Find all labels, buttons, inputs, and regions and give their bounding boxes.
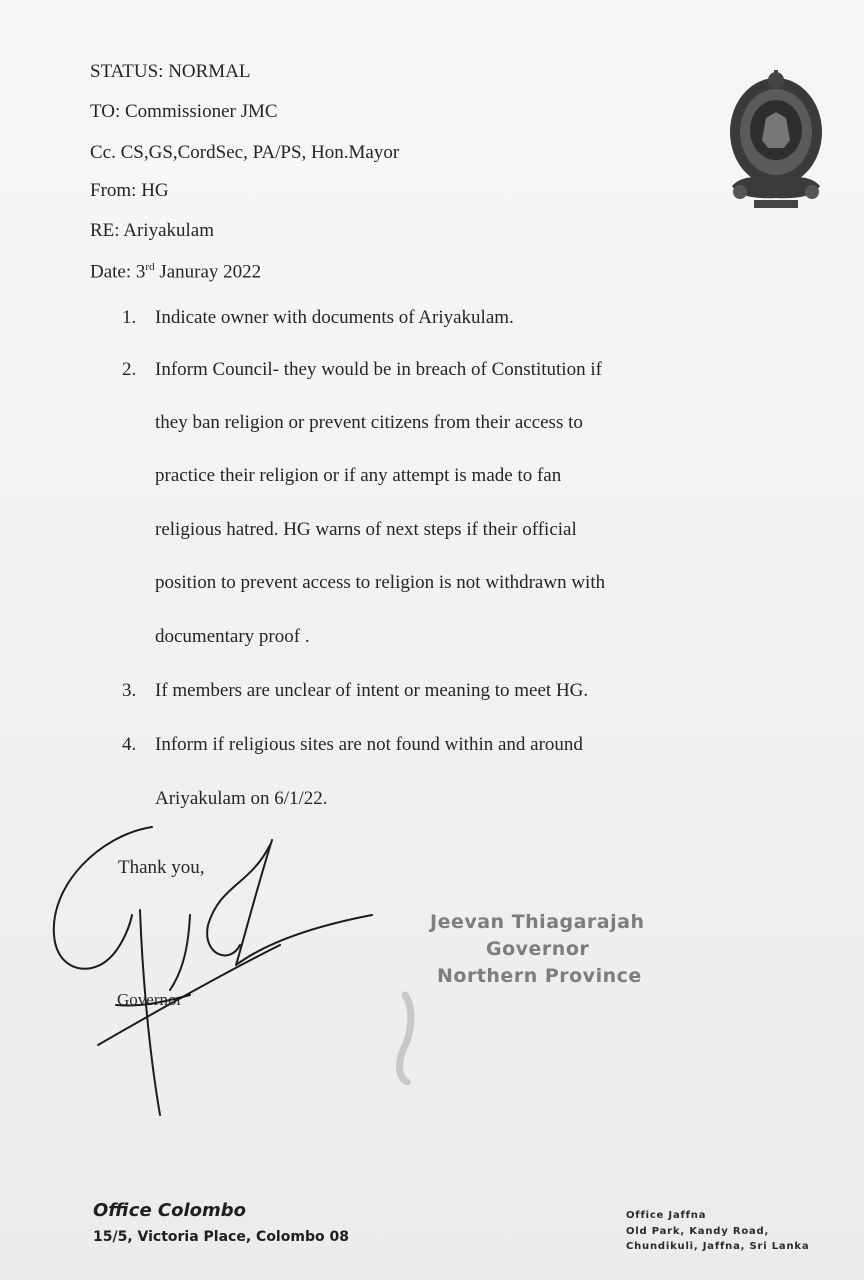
stamp-name: Jeevan Thiagarajah [430, 911, 645, 933]
from-line: From: HG [90, 180, 169, 201]
date-ordinal: rd [145, 261, 155, 273]
office-jaffna-line2: Chundikuli, Jaffna, Sri Lanka [626, 1241, 810, 1252]
stamp-title: Governor [486, 938, 590, 960]
thank-you-text: Thank you, [118, 857, 205, 878]
to-line: TO: Commissioner JMC [90, 101, 278, 122]
item-number: 3. [122, 680, 137, 701]
date-line [90, 261, 261, 283]
item-line: If members are unclear of intent or meaning to meet HG. [155, 680, 589, 701]
cc-line: Cc. CS,GS,CordSec, PA/PS, Hon.Mayor [90, 142, 400, 163]
date-suffix: Januray 2022 [154, 261, 262, 283]
office-colombo-title: Office Colombo [93, 1200, 247, 1221]
re-line: RE: Ariyakulam [90, 220, 215, 241]
date-prefix: Date: 3 [90, 261, 146, 283]
item-number: 4. [122, 734, 137, 755]
item-line: religious hatred. HG warns of next steps if their official [155, 519, 577, 540]
item-line: Inform if religious sites are not found within and around [155, 734, 583, 755]
status-line: STATUS: NORMAL [90, 61, 251, 82]
item-line: documentary proof . [155, 626, 310, 647]
item-line: Ariyakulam on 6/1/22. [155, 788, 328, 809]
item-line: Inform Council- they would be in breach of Constitution if [155, 359, 602, 380]
item-line: practice their religion or if any attempt is made to fan [155, 465, 562, 486]
signer-label: Governor [117, 990, 183, 1009]
handwritten-signature-icon [40, 815, 400, 1135]
item-line: position to prevent access to religion is not withdrawn with [155, 572, 606, 593]
item-line: Indicate owner with documents of Ariyakulam. [155, 307, 514, 328]
item-number: 2. [122, 359, 137, 380]
item-number: 1. [122, 307, 137, 328]
item-line: they ban religion or prevent citizens from their access to [155, 412, 583, 433]
office-jaffna-line1: Old Park, Kandy Road, [626, 1226, 770, 1237]
national-emblem-icon [724, 68, 828, 212]
stamp-province: Northern Province [437, 965, 642, 987]
office-colombo-address: 15/5, Victoria Place, Colombo 08 [93, 1229, 349, 1245]
office-jaffna-title: Office Jaffna [626, 1210, 707, 1221]
ink-smudge [385, 990, 445, 1085]
